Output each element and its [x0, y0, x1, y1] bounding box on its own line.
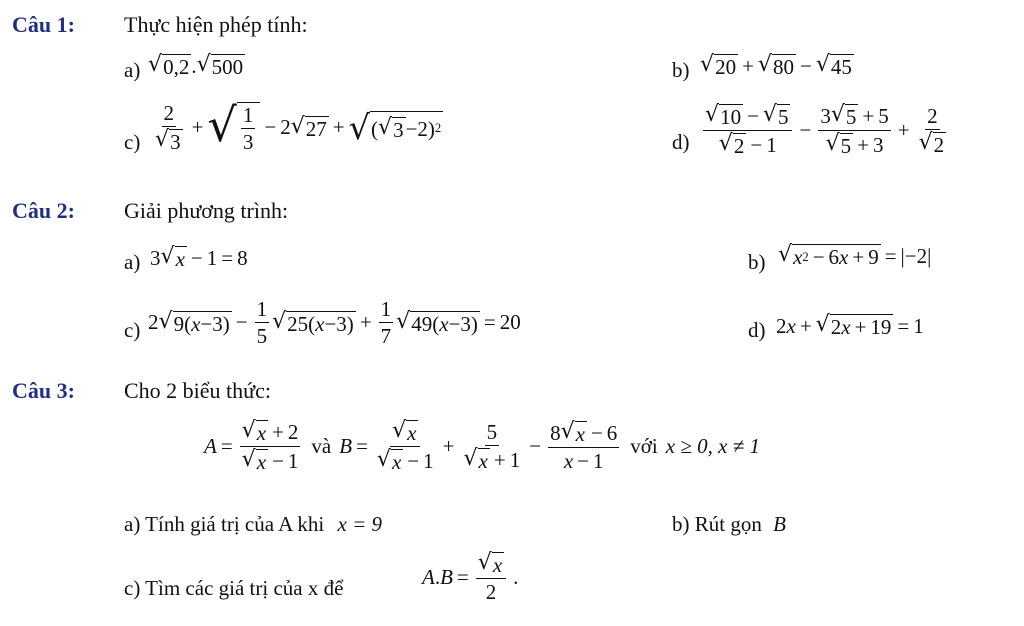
q3c-prompt: c) Tìm các giá trị của x để — [124, 576, 344, 600]
q2d-expression: 2 x + √ 2 x + 19 = 1 — [776, 312, 924, 340]
q3-with-word: với — [630, 434, 658, 459]
q3-title: Cho 2 biểu thức: — [124, 378, 271, 403]
q2-label: Câu 2: — [12, 198, 75, 223]
q3-and-word: và — [311, 434, 332, 459]
q3b-text — [672, 512, 786, 537]
q1d-expression: √ 10 − √ 5 √ 2 − 1 − 3 √ 5 + 5 √ 5 + 3 + 2 √ 2 — [705, 102, 945, 159]
q2-title: Giải phương trình: — [124, 198, 289, 223]
q1-label: Câu 1: — [12, 12, 75, 37]
q2c-expression: 2 √ 9( x −3) − $\frac{1}{5}$ √ 25( x −3) + $\frac{1}{7}$ √ 49( x −3) = 20 — [148, 297, 521, 349]
q3-condition: x ≥ 0, x ≠ 1 — [665, 434, 760, 459]
q3b-variable: B — [773, 512, 786, 536]
q3c-expression: A . B = √ x 2 . — [422, 550, 519, 605]
q1b-label: b) — [672, 58, 690, 82]
q3a-text — [124, 512, 382, 537]
q2a-expression: 3 √ x − 1 = 8 — [150, 244, 248, 272]
q2b-label: b) — [748, 250, 766, 274]
q3b-prompt: b) Rút gọn — [672, 512, 762, 536]
q2b-expression: √ x 2 − 6 x + 9 = |−2| — [778, 242, 932, 270]
q2c-label: c) — [124, 318, 141, 342]
q3a-value: x = 9 — [337, 512, 382, 536]
q2a-label: a) — [124, 250, 141, 274]
q1a-label: a) — [124, 58, 141, 82]
q1-title: Thực hiện phép tính: — [124, 12, 308, 37]
q1b-expression: √ 20 + √ 80 − √ 45 — [700, 52, 852, 80]
q3-expressions: A = √ x + 2 √ x − 1 và B = √ x √ x − 1 + 5 √ x + 1 − 8 √ x − 6 x − 1 với x ≥ 0, x ≠ 1 — [204, 418, 760, 475]
q3-label: Câu 3: — [12, 378, 75, 403]
q3a-prompt: a) Tính giá trị của A khi — [124, 512, 325, 536]
q1d-label: d) — [672, 130, 690, 154]
q2d-label: d) — [748, 318, 766, 342]
q1c-label: c) — [124, 130, 141, 154]
q1c-expression: 2 √ 3 + √ $\frac{1}{3}$ − 2 √ 27 + √ ( √ 3 −2) 2 — [155, 98, 442, 155]
q1a-expression: √ 0,2 . √ 500 — [148, 52, 244, 80]
